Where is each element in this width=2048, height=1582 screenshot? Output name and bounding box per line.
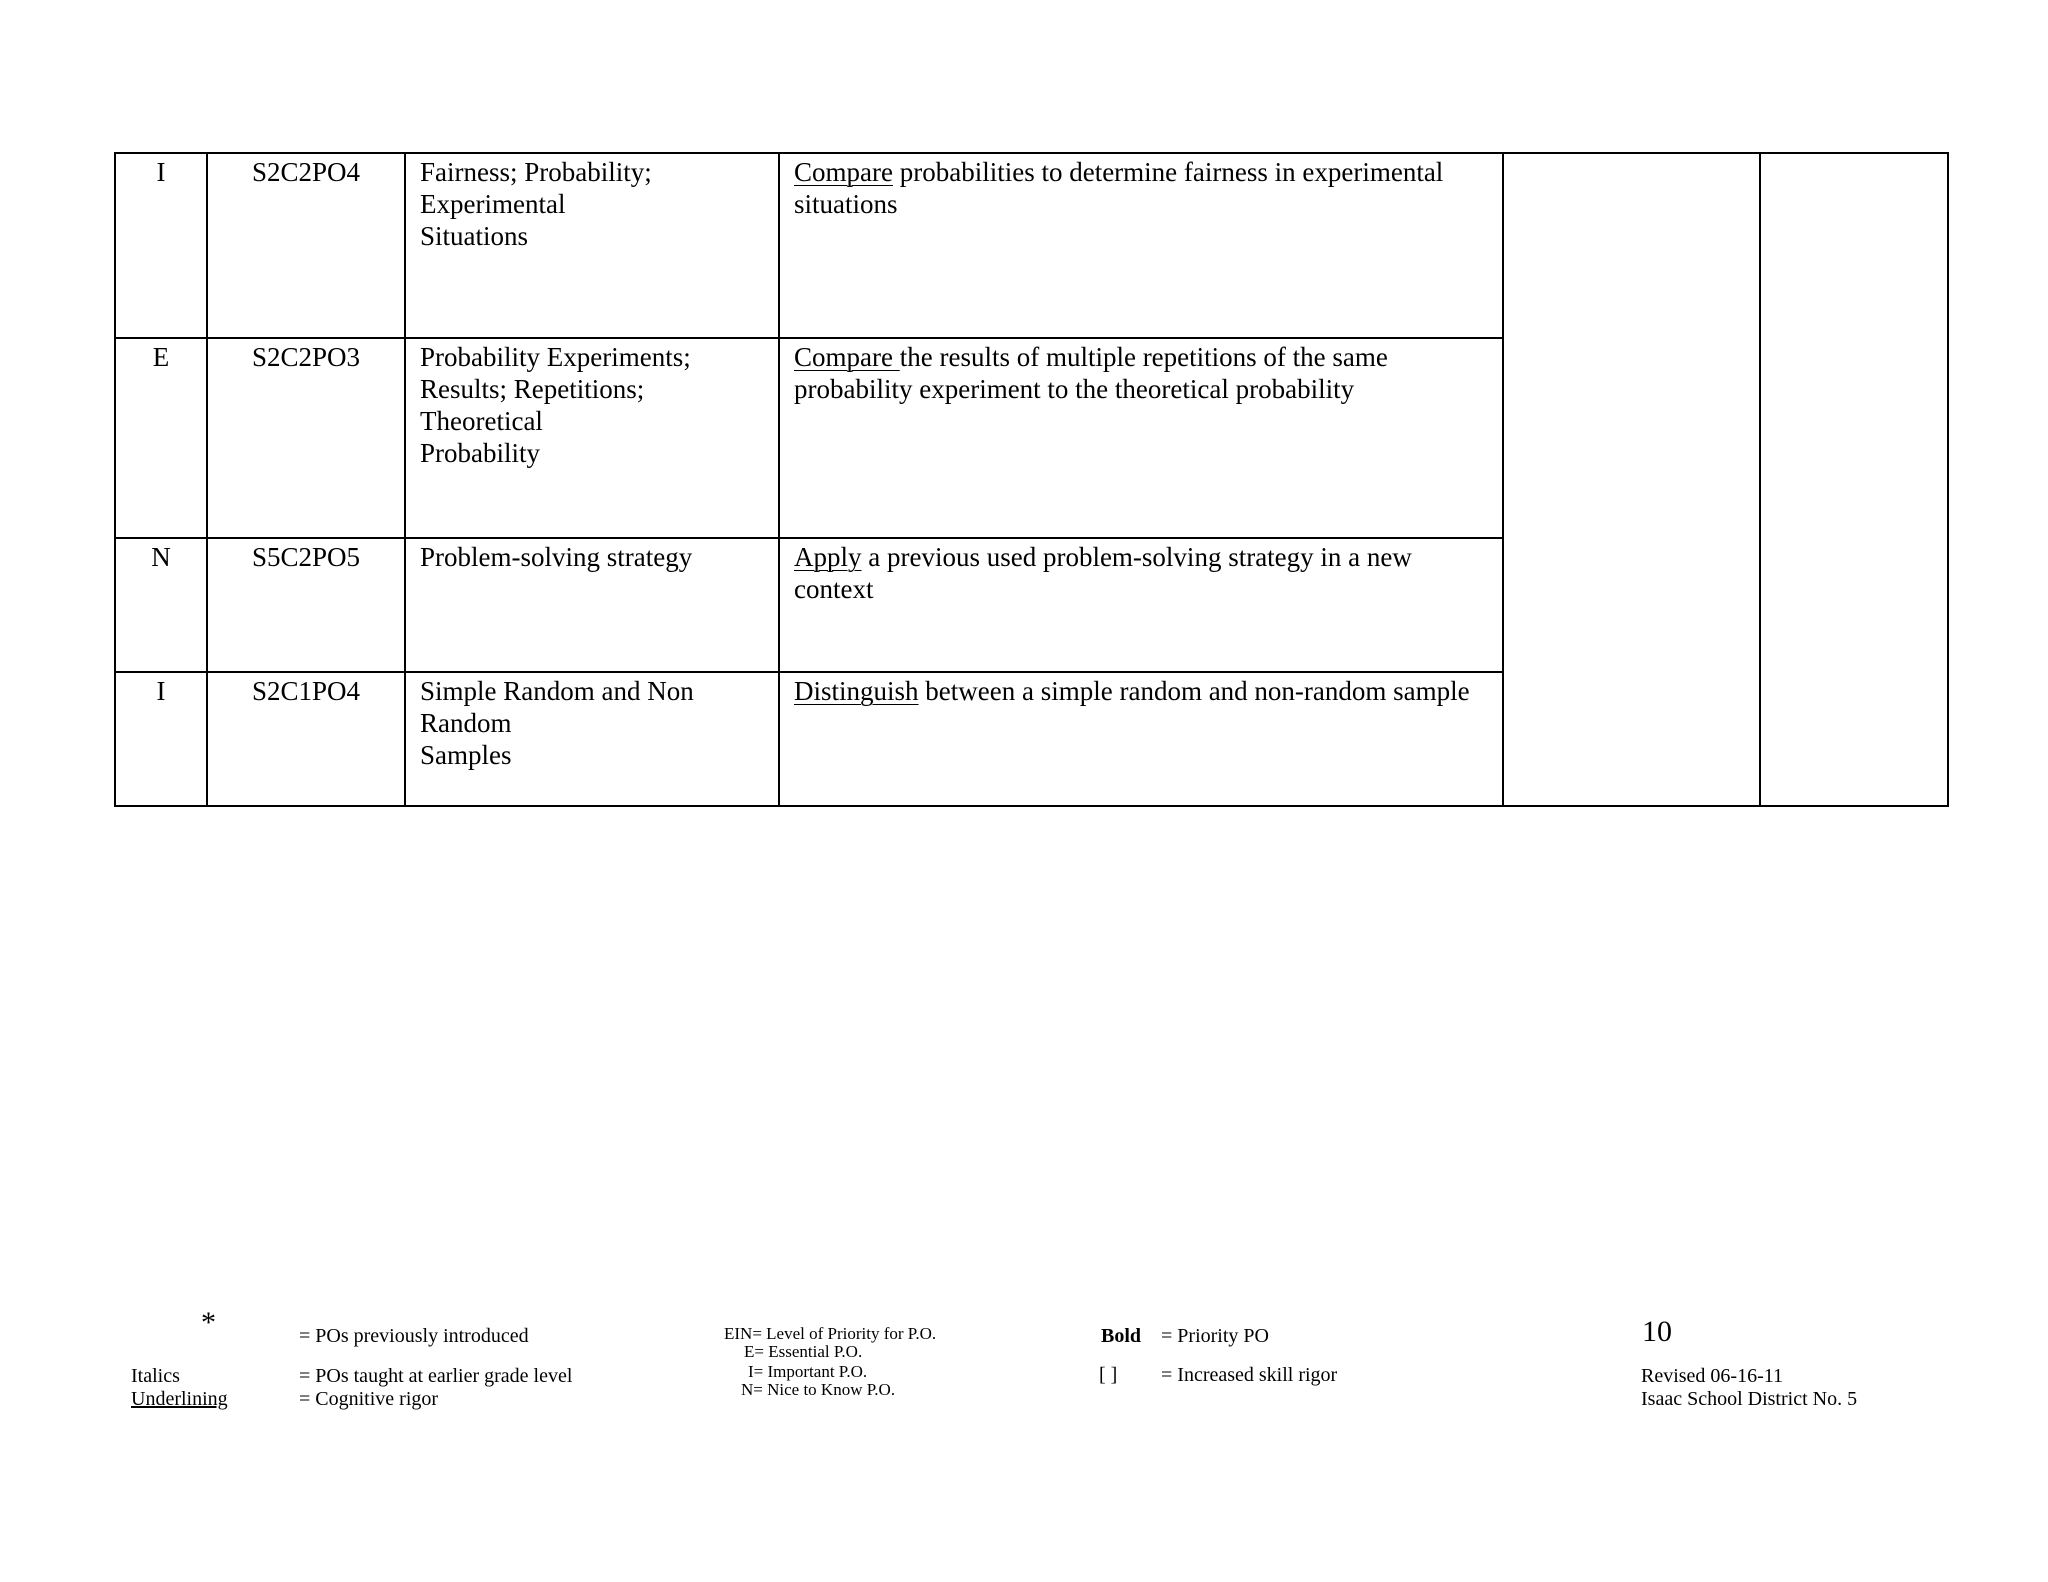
topic-cell (405, 338, 779, 538)
table-row (115, 153, 1948, 338)
brackets-description: = Increased skill rigor (1161, 1364, 1338, 1386)
priority-level-cell: E (115, 338, 207, 538)
objective-text: the results of multiple repetitions of the same probability experiment to the theoretical probability (794, 342, 1388, 404)
underlining-label: Underlining (131, 1388, 228, 1410)
standard-code-cell: S2C2PO4 (207, 153, 405, 338)
ein-nice-to-know: N= Nice to Know P.O. (741, 1380, 896, 1399)
empty-cell (1760, 153, 1948, 806)
objective-text: a previous used problem-solving strategy in a new context (794, 542, 1412, 604)
topic-line: Samples (420, 740, 512, 770)
topic-line: Theoretical (420, 406, 543, 436)
topic-line: Random (420, 708, 512, 738)
topic-line: Probability (420, 438, 540, 468)
objective-text: probabilities to determine fairness in experimental situations (794, 157, 1444, 219)
objective-text: between a simple random and non-random sample (918, 676, 1470, 706)
standard-code-cell: S5C2PO5 (207, 538, 405, 672)
ein-priority-heading: EIN= Level of Priority for P.O. (724, 1324, 937, 1343)
topic-cell (405, 538, 779, 672)
page-number: 10 (1642, 1315, 1672, 1348)
empty-cell (1503, 153, 1760, 806)
topic-cell (405, 153, 779, 338)
italics-label: Italics (131, 1365, 180, 1387)
cognitive-verb: Distinguish (794, 676, 919, 706)
topic-line: Fairness; Probability; (420, 157, 652, 187)
asterisk-symbol: * (201, 1306, 216, 1339)
priority-level-cell: N (115, 538, 207, 672)
objective-cell (779, 538, 1503, 672)
standards-table (114, 152, 1949, 807)
asterisk-description: = POs previously introduced (299, 1325, 529, 1347)
standard-code-cell: S2C2PO3 (207, 338, 405, 538)
revised-date: Revised 06-16-11 (1641, 1365, 1784, 1387)
topic-line: Probability Experiments; (420, 342, 691, 372)
ein-important: I= Important P.O. (748, 1362, 868, 1381)
objective-cell (779, 672, 1503, 806)
objective-cell (779, 153, 1503, 338)
district-name: Isaac School District No. 5 (1641, 1388, 1858, 1410)
cognitive-verb: Compare (794, 157, 893, 187)
topic-cell (405, 672, 779, 806)
cognitive-verb: Compare (794, 342, 900, 372)
underlining-description: = Cognitive rigor (299, 1388, 439, 1410)
standards-table-body (115, 153, 1948, 806)
topic-line: Experimental (420, 189, 566, 219)
brackets-label: [ ] (1099, 1364, 1118, 1386)
topic-line: Simple Random and Non (420, 676, 694, 706)
standard-code-cell: S2C1PO4 (207, 672, 405, 806)
bold-label: Bold (1101, 1325, 1142, 1347)
bold-description: = Priority PO (1161, 1325, 1269, 1347)
topic-line: Results; Repetitions; (420, 374, 645, 404)
italics-description: = POs taught at earlier grade level (299, 1365, 573, 1387)
ein-essential: E= Essential P.O. (744, 1342, 863, 1361)
priority-level-cell: I (115, 672, 207, 806)
objective-cell (779, 338, 1503, 538)
topic-line: Situations (420, 221, 529, 251)
topic-line: Problem-solving strategy (420, 542, 693, 572)
priority-level-cell: I (115, 153, 207, 338)
cognitive-verb: Apply (794, 542, 862, 572)
